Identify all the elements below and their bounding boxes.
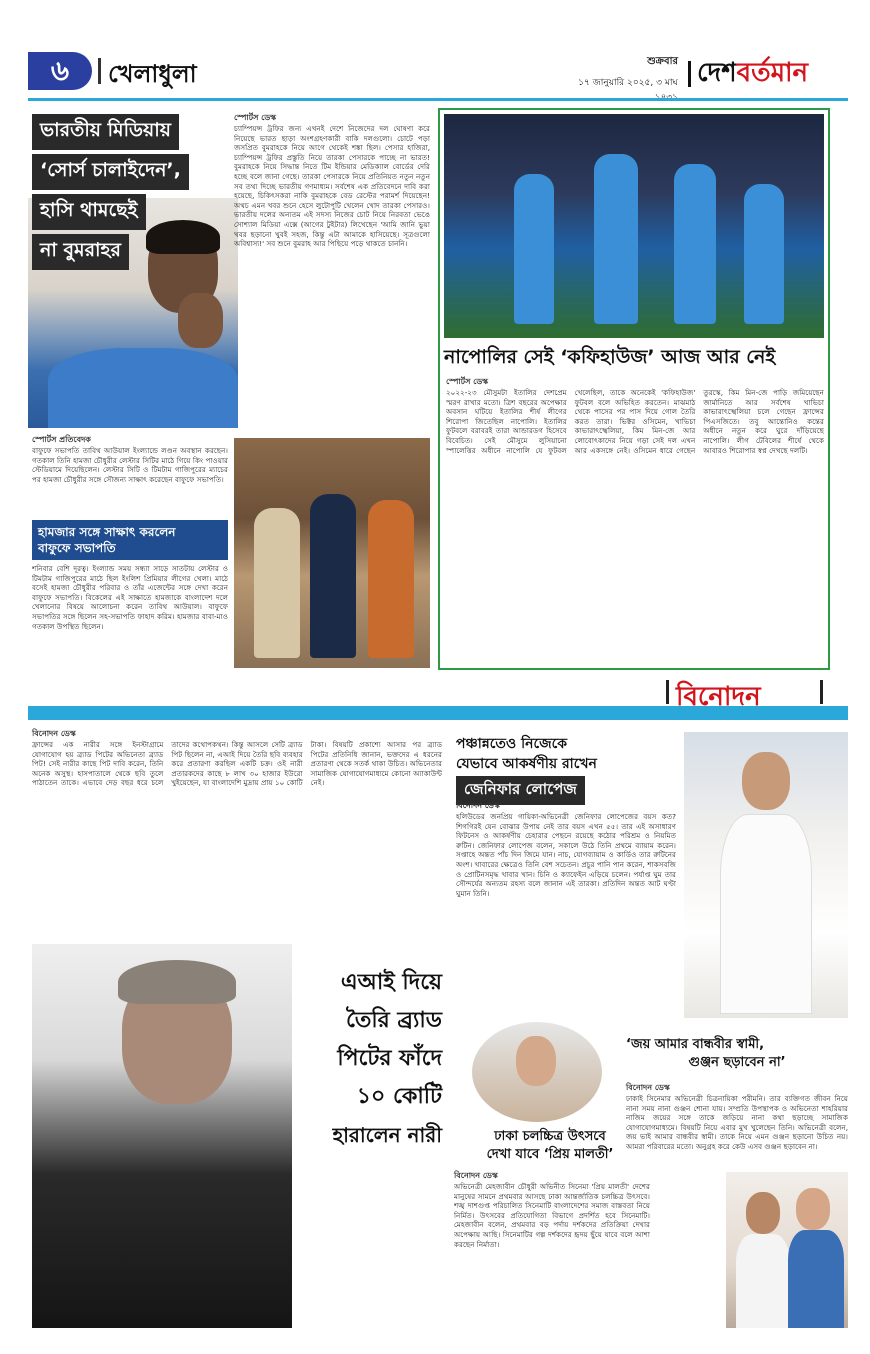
binodan-title: বিনোদন <box>676 682 761 712</box>
player-figure <box>594 154 638 324</box>
priyo-photo <box>472 1022 602 1122</box>
hamza-body: শনিবার বেশি দূরত্ব। ইংল্যান্ড সময় সন্ধ্যা সাড়ে সাতটায় লেস্টার ও টিমটাম গাজিপুরের মাঠে ছিল ইংলিশ প্রিমিয়ার লীগের খেলা। মাঠে বসেই হামজা চৌধুরীর পরিবার ও তাঁর এজেন্টের সঙ্গে দেখা করেন বাফুফে সভাপতি। বিকেলের এই সাক্ষাতে হামজাকে বাংলাদেশ দলে খেলানোর বিষয়ে আলোচনা করেন তাবিথ আউয়াল। বাফুফে সভাপতির সঙ্গে ছিলেন সহ-সভাপতি ফাহাদ করিম। হামজার বাবা-মাও গতকাল উপস্থিত ছিলেন। <box>32 564 228 631</box>
priyo-title-line: দেখা যাবে ‘প্রিয় মালতী’ <box>486 1147 614 1162</box>
napoli-article <box>438 108 830 670</box>
joy-title <box>626 1036 848 1072</box>
binodan-bar-left <box>666 680 669 704</box>
person-figure <box>368 500 414 658</box>
napoli-headline: নাপোলির সেই ‘কফিহাউজ’ আজ আর নেই <box>444 346 776 368</box>
person-body <box>736 1234 790 1328</box>
brad-title <box>300 964 442 1154</box>
masthead <box>688 52 808 96</box>
hamza-photo <box>234 438 430 668</box>
priyo-body: অভিনেত্রী মেহজাবীন চৌধুরী অভিনীত সিনেমা 'প্রিয় মালতী' দেশের মানুষের সামনে প্রথমবার আসছে ঢাকা আন্তর্জাতিক চলচ্চিত্র উৎসবে। শঙ্খ দাশগুপ্ত পরিচালিত সিনেমাটি বাংলাদেশের সমাজ বাস্তবতা নিয়ে নির্মিত। উৎসবের প্রতিযোগিতা বিভাগে প্রদর্শিত হবে সিনেমাটি। মেহজাবীন বলেন, প্রথমবার বড় পর্দায় দর্শকদের প্রতিক্রিয়া দেখার অপেক্ষায় আছি। সিনেমাটির গল্প দর্শকদের হৃদয় ছুঁয়ে যাবে বলে আশা করছেন নির্মাতা। <box>454 1182 650 1249</box>
day-label: শুক্রবার <box>647 56 678 67</box>
bumrah-title-line: ‘সোর্স চালাইদেন’, <box>32 154 189 190</box>
bumrah-title-line: হাসি থামছেই <box>32 194 146 230</box>
section-title: খেলাধুলা <box>108 56 197 96</box>
page-header <box>28 48 848 96</box>
joy-byline: বিনোদন ডেস্ক <box>626 1083 670 1092</box>
person-head <box>516 1036 556 1086</box>
joy-article <box>626 1020 848 1330</box>
joy-body: ঢাকাই সিনেমার অভিনেত্রী চিত্রনায়িকা পরীমনি। তার ব্যক্তিগত জীবন নিয়ে নানা সময় নানা গুঞ্জন শোনা যায়। সম্প্রতি উপস্থাপক ও অভিনেতা শাহরিয়ার নাজিম জয়ের সঙ্গে তাকে জড়িয়ে নানা কথা ছড়াচ্ছে সামাজিক যোগাযোগমাধ্যমে। বিষয়টি নিয়ে এবার মুখ খুলেছেন তিনি। অভিনেত্রী বলেন, জয় ভাই আমার বান্ধবীর স্বামী। তাকে নিয়ে এমন গুঞ্জন ছড়ানো উচিত নয়। আমরা পরিবারের মতো। অনুগ্রহ করে কেউ এসব গুঞ্জন ছড়াবেন না। <box>626 1094 848 1151</box>
brad-body: ফ্রান্সের এক নারীর সঙ্গে ইনস্টাগ্রামে যোগাযোগ হয় ব্র্যাড পিটের অভিনেতা ব্র্যাড পিট! সেই নারীর কাছে পিট দাবি করেন, তিনি অনেক অসুস্থ। হাসপাতালে থেকে ছবি তুলে পাঠাতেন তাকে। এভাবে দেড় বছর ধরে চলে তাদের কথোপকথন। কিন্তু আসলে সেটি ব্র্যাড পিট ছিলেন না, এআই দিয়ে তৈরি ছবি ব্যবহার করে প্রতারণা করছিল একটি চক্র। ওই নারী প্রতারকদের কাছে ৮ লাখ ৩০ হাজার ইউরো খুইয়েছেন, যা বাংলাদেশি মুদ্রায় প্রায় ১০ কোটি টাকা। বিষয়টি প্রকাশ্যে আসার পর ব্র্যাড পিটের প্রতিনিধি জানান, ভক্তদের এ ধরনের প্রতারণা থেকে সতর্ক থাকা উচিত। অভিনেতার সামাজিক যোগাযোগমাধ্যমে কোনো অ্যাকাউন্ট নেই। <box>32 740 442 788</box>
hamza-title-line: বাফুফে সভাপতি <box>38 541 116 555</box>
person-hair <box>118 960 236 1004</box>
jlo-title-line: পঞ্চান্নতেও নিজেকে <box>456 736 568 752</box>
hamza-title-line: হামজার সঙ্গে সাক্ষাৎ করলেন <box>38 525 176 539</box>
masthead-b: বর্তমান <box>736 58 809 88</box>
date-label: ১৭ জানুয়ারি ২০২৫, ৩ মাঘ <box>578 78 678 88</box>
player-figure <box>744 184 784 324</box>
player-figure <box>674 164 716 324</box>
brad-article <box>28 724 446 1328</box>
jlo-title-highlight: জেনিফার লোপেজ <box>456 776 585 805</box>
brad-title-line: ১০ কোটি <box>356 1084 442 1109</box>
hamza-title-box <box>32 520 228 560</box>
priyo-title <box>452 1128 648 1164</box>
napoli-body: ২০২২-২৩ মৌসুমটা ইতালির দেশপ্রেম স্মরণ রাখার মতো। ত্রিশ বছরের অপেক্ষার অবসান ঘটিয়ে ইতালির শীর্ষ লীগের শিরোপা জিতেছিল নাপোলি। ইতালির ফুটবলে বরাবরই তারা আন্ডারডগ হিসেবে বিবেচিত। সেই মৌসুমে লুসিয়ানো স্পালেত্তির অধীনে নাপোলি যে ফুটবল খেলেছিল, তাকে অনেকেই 'কফিহাউজ' ফুটবল বলে অভিহিত করতেন। মাঝমাঠ থেকে পাসের পর পাস দিয়ে গোল তৈরি করত তারা। ভিক্টর ওসিমেন, খাভিচা কাভারাৎস্খেলিয়া, কিম মিন-জে আর লোবোৎকাদের নিয়ে গড়া সেই দল এখন আর একসঙ্গে নেই। ওসিমেন ধারে গেছেন তুরস্কে, কিম মিন-জে পাড়ি জমিয়েছেন জার্মানিতে আর সর্বশেষ খাভিচা কাভারাৎস্খেলিয়া চলে গেছেন ফ্রান্সের পিএসজিতে। তবু আন্তোনিও কন্তের অধীনে নতুন করে ঘুরে দাঁড়িয়েছে নাপোলি। লীগ টেবিলের শীর্ষে থেকে আবারও শিরোপার স্বপ্ন দেখছে দলটি। <box>446 388 824 455</box>
player-figure <box>514 174 554 324</box>
jlo-title-line: যেভাবে আকর্ষণীয় রাখেন <box>456 756 597 772</box>
person-head <box>746 1192 780 1234</box>
brad-title-line: এআই দিয়ে <box>340 970 442 995</box>
jlo-byline: বিনোদন ডেস্ক <box>456 801 500 810</box>
brad-photo <box>32 944 292 1328</box>
bumrah-title-line: ভারতীয় মিডিয়ায় <box>32 114 179 150</box>
header-rule <box>28 98 848 101</box>
priyo-article <box>452 1020 652 1330</box>
joy-photo <box>726 1172 848 1328</box>
person-figure <box>254 508 300 658</box>
person-head <box>742 752 790 810</box>
masthead-a: দেশ <box>697 58 737 88</box>
priyo-byline: বিনোদন ডেস্ক <box>454 1171 498 1180</box>
hamza-lead: বাফুফে সভাপতি তাবিথ আউয়াল ইংল্যান্ডে লণ্ডন অবস্থান করছেন। গতকাল তিনি হামজা চৌধুরীর লেস্টার সিটির মাঠে গিয়ে কিং পাওয়ার স্টেডিয়ামে দিয়েছিলেন। লেস্টার সিটি ও টিমটাম গাজিপুরের ম্যাচের পর হামজা চৌধুরীর সঙ্গে সৌজন্য সাক্ষাৎ করেছেন বাফুফে সভাপতি। <box>32 446 228 484</box>
brad-title-line: পিটের ফাঁদে <box>337 1046 442 1071</box>
page-number: ৬ <box>28 52 92 90</box>
joy-title-line: গুঞ্জন ছড়াবেন না’ <box>688 1055 786 1070</box>
bumrah-article <box>28 108 434 428</box>
binodan-bar-right <box>820 680 823 704</box>
bumrah-title <box>32 114 232 270</box>
napoli-photo <box>444 114 824 338</box>
napoli-byline: স্পোর্টস ডেস্ক <box>446 377 489 386</box>
person-dress <box>720 814 812 1014</box>
jlo-photo <box>684 732 848 1018</box>
joy-title-line: ‘জয় আমার বান্ধবীর স্বামী, <box>626 1037 765 1052</box>
bumrah-byline: স্পোর্টস ডেস্ক <box>234 113 277 122</box>
hamza-article <box>28 434 434 670</box>
person-figure <box>310 494 356 658</box>
bumrah-title-line: না বুমরাহর <box>32 234 129 270</box>
person-hand <box>178 293 223 348</box>
jlo-body: হলিউডের জনপ্রিয় গায়িকা-অভিনেত্রী জেনিফার লোপেজের বয়স কত? শিগগিরই যেন বোঝার উপায় নেই তার বয়স এখন ৫৫। তার এই অসাধারণ ফিটনেস ও আকর্ষণীয় চেহারার পেছনে রয়েছে কঠোর পরিশ্রম ও নিয়মিত রুটিন। জেনিফার লোপেজ বলেন, সকালে উঠে তিনি প্রথমে ব্যায়াম করেন। সপ্তাহে অন্তত পাঁচ দিন জিমে যান। নাচ, যোগব্যায়াম ও কার্ডিও তার রুটিনের অংশ। খাবারের ক্ষেত্রেও তিনি বেশ সচেতন। প্রচুর পানি পান করেন, শাকসবজি ও প্রোটিনসমৃদ্ধ খাবার খান। চিনি ও ক্যাফেইন এড়িয়ে চলেন। পর্যাপ্ত ঘুম তার সৌন্দর্যের অন্যতম রহস্য বলে জানান এই তারকা। প্রতিদিন অন্তত আট ঘণ্টা ঘুমান তিনি। <box>456 812 676 898</box>
hamza-byline: স্পোর্টস প্রতিবেদক <box>32 435 91 444</box>
priyo-title-line: ঢাকা চলচ্চিত্র উৎসবে <box>494 1129 606 1144</box>
jlo-title <box>456 734 676 805</box>
person-shirt <box>48 348 238 428</box>
person-head <box>796 1188 830 1230</box>
brad-title-line: হারালেন নারী <box>332 1123 442 1147</box>
bumrah-body: চ্যাম্পিয়ন্স ট্রফির জন্য এখনই দেশে নিজেদের দল ঘোষণা করে নিয়েছে ভারত ছাড়া অংশগ্রহণকারী বাকি দলগুলো। চোটে পড়া জসপ্রিত বুমরাহকে নিয়ে আগে থেকেই শঙ্কা ছিল। পেসার হাজিরা, চ্যাম্পিয়ন্স ট্রফির প্রস্তুতি নিয়ে তারকা পেসারকে পাচ্ছে না ভারত! বুমরাহকে নিয়ে সিদ্ধান্ত নিতে টিম ইন্ডিয়ার মেডিক্যাল বোর্ডের দেরি হচ্ছে বলে জানা গেছে। তারকা পেসারকে নিয়ে প্রতিনিয়ত নতুন নতুন সব তথ্য দিচ্ছে ভারতীয় গণমাধ্যম। সর্বশেষ এক প্রতিবেদনে দাবি করা হয়েছে, চিকিৎসকরা নাকি বুমরাহকে বেড রেস্টের পরামর্শ দিয়েছেন! অথচ এমন খবর শুনে হেসে লুটোপুটি খেলেন খোদ তারকা পেসারও। ভারতীয় দলের অন্যতম এই সদস্য নিজের চোট নিয়ে নিরবতা ভেঙে সোশ্যাল মিডিয়া এক্সে (আগের টুইটার) লিখেছেন 'আমি জানি ভুয়া খবর ছড়ানো খুবই সহজ, কিন্তু এটা আমাকে হাসিয়েছে। সূত্রগুলো অবিশ্বাস্য!' সব শুনে বুমরাহ আর পিছিয়ে পড়ে থাকতে চাননি। <box>234 124 430 249</box>
jlo-article <box>452 728 848 1018</box>
brad-byline: বিনোদন ডেস্ক <box>32 729 76 738</box>
brad-title-line: তৈরি ব্র্যাড <box>345 1008 442 1033</box>
person-body <box>788 1230 844 1328</box>
